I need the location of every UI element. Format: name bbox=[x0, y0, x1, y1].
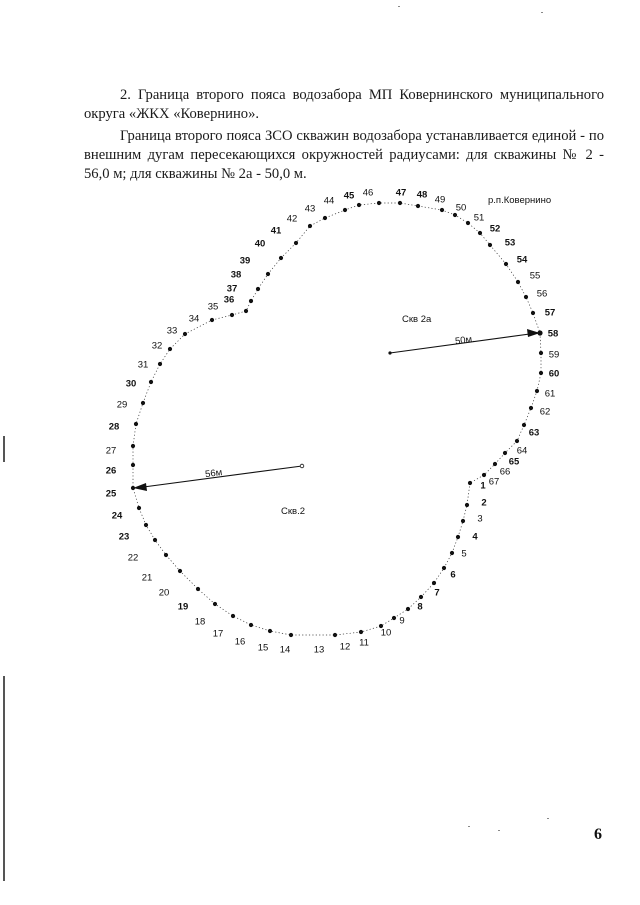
boundary-point-6 bbox=[442, 566, 446, 570]
point-label-1: 1 bbox=[480, 480, 486, 492]
point-label-64: 64 bbox=[516, 445, 528, 457]
point-label-58: 58 bbox=[547, 328, 559, 340]
scan-speck bbox=[498, 830, 500, 831]
boundary-point-52 bbox=[478, 231, 482, 235]
boundary-point-23 bbox=[144, 523, 148, 527]
point-label-55: 55 bbox=[529, 270, 541, 282]
boundary-point-44 bbox=[343, 208, 347, 212]
point-label-61: 61 bbox=[544, 388, 556, 400]
boundary-point-30 bbox=[149, 380, 153, 384]
point-label-32: 32 bbox=[151, 340, 163, 352]
point-label-12: 12 bbox=[339, 641, 351, 653]
point-label-14: 14 bbox=[279, 644, 291, 656]
boundary-point-51 bbox=[466, 221, 470, 225]
point-label-39: 39 bbox=[239, 255, 251, 267]
boundary-point-56 bbox=[524, 295, 528, 299]
boundary-point-7 bbox=[432, 581, 436, 585]
point-label-65: 65 bbox=[508, 456, 520, 468]
point-label-20: 20 bbox=[158, 587, 170, 599]
boundary-point-10 bbox=[392, 616, 396, 620]
settlement-label: р.п.Ковернино bbox=[488, 195, 552, 206]
point-label-6: 6 bbox=[450, 569, 456, 581]
boundary-point-22 bbox=[153, 538, 157, 542]
boundary-point-47 bbox=[398, 201, 402, 205]
boundary-point-60 bbox=[539, 371, 543, 375]
point-label-15: 15 bbox=[257, 642, 269, 654]
point-label-16: 16 bbox=[234, 636, 246, 648]
radius-arrowhead-well-2 bbox=[133, 483, 147, 491]
point-label-41: 41 bbox=[270, 225, 282, 237]
point-label-54: 54 bbox=[516, 254, 528, 266]
boundary-point-8 bbox=[419, 595, 423, 599]
point-label-13: 13 bbox=[313, 644, 325, 656]
point-label-49: 49 bbox=[434, 194, 446, 206]
boundary-point-40 bbox=[279, 256, 283, 260]
boundary-point-62 bbox=[529, 406, 533, 410]
point-label-19: 19 bbox=[177, 601, 189, 613]
boundary-point-26 bbox=[131, 463, 135, 467]
point-label-23: 23 bbox=[118, 531, 130, 543]
boundary-point-55 bbox=[516, 280, 520, 284]
boundary-point-31 bbox=[158, 362, 162, 366]
point-label-60: 60 bbox=[548, 368, 560, 380]
margin-mark-upper bbox=[3, 436, 5, 462]
point-label-5: 5 bbox=[461, 548, 467, 560]
radius-2a-label: 50м. bbox=[454, 333, 476, 348]
point-label-66: 66 bbox=[499, 466, 511, 478]
boundary-point-65 bbox=[503, 451, 507, 455]
boundary-point-18 bbox=[213, 602, 217, 606]
point-label-57: 57 bbox=[544, 307, 556, 319]
boundary-point-16 bbox=[249, 623, 253, 627]
boundary-point-64 bbox=[515, 439, 519, 443]
point-label-8: 8 bbox=[417, 601, 423, 613]
point-label-51: 51 bbox=[473, 212, 485, 224]
point-label-50: 50 bbox=[455, 202, 467, 214]
point-label-3: 3 bbox=[477, 513, 483, 525]
boundary-point-35 bbox=[230, 313, 234, 317]
point-label-35: 35 bbox=[207, 301, 219, 313]
boundary-point-57 bbox=[531, 311, 535, 315]
boundary-point-48 bbox=[416, 204, 420, 208]
boundary-point-66 bbox=[493, 462, 497, 466]
point-label-28: 28 bbox=[108, 421, 120, 433]
point-label-59: 59 bbox=[548, 349, 560, 361]
point-label-17: 17 bbox=[212, 628, 224, 640]
boundary-point-53 bbox=[488, 243, 492, 247]
boundary-point-13 bbox=[333, 633, 337, 637]
boundary-point-36 bbox=[244, 309, 248, 313]
page-number: 6 bbox=[594, 826, 602, 843]
point-label-18: 18 bbox=[194, 616, 206, 628]
boundary-outline bbox=[133, 203, 541, 635]
point-label-27: 27 bbox=[105, 445, 117, 457]
point-label-25: 25 bbox=[105, 488, 117, 500]
point-label-62: 62 bbox=[539, 406, 551, 418]
boundary-point-45 bbox=[357, 203, 361, 207]
boundary-point-20 bbox=[178, 569, 182, 573]
boundary-point-19 bbox=[196, 587, 200, 591]
boundary-point-42 bbox=[308, 224, 312, 228]
point-label-63: 63 bbox=[528, 427, 540, 439]
boundary-point-63 bbox=[522, 423, 526, 427]
point-label-31: 31 bbox=[137, 359, 149, 371]
point-label-33: 33 bbox=[166, 325, 178, 337]
point-label-7: 7 bbox=[434, 587, 440, 599]
boundary-point-28 bbox=[134, 422, 138, 426]
boundary-point-17 bbox=[231, 614, 235, 618]
point-label-43: 43 bbox=[304, 203, 316, 215]
boundary-point-32 bbox=[168, 347, 172, 351]
point-label-38: 38 bbox=[230, 269, 242, 281]
scan-speck bbox=[468, 826, 470, 827]
boundary-point-58 bbox=[537, 330, 542, 335]
point-label-26: 26 bbox=[105, 465, 117, 477]
point-label-53: 53 bbox=[504, 237, 516, 249]
boundary-point-2 bbox=[465, 503, 469, 507]
boundary-point-33 bbox=[183, 332, 187, 336]
boundary-point-25 bbox=[131, 486, 135, 490]
boundary-point-67 bbox=[482, 473, 486, 477]
boundary-point-59 bbox=[539, 351, 543, 355]
boundary-point-1 bbox=[468, 481, 472, 485]
point-label-22: 22 bbox=[127, 552, 139, 564]
boundary-point-15 bbox=[268, 629, 272, 633]
radius-2-label: 56м bbox=[204, 467, 223, 481]
boundary-point-61 bbox=[535, 389, 539, 393]
paragraph-boundary-description-text: Граница второго пояса ЗСО скважин водозабора устанавливается единой - по внешним дугам пересекающихся окружностей радиусами: для скважины № 2 - 56,0 м; для скважины № 2а - 50,0 м. bbox=[84, 128, 604, 182]
boundary-points bbox=[131, 201, 543, 637]
boundary-line bbox=[133, 203, 541, 635]
scan-speck bbox=[398, 6, 400, 7]
boundary-point-41 bbox=[294, 241, 298, 245]
point-label-11: 11 bbox=[359, 637, 369, 649]
boundary-point-4 bbox=[456, 535, 460, 539]
paragraph-boundary-heading-text: 2. Граница второго пояса водозабора МП Ковернинского муниципального округа «ЖКХ «Ковернино». bbox=[84, 87, 604, 122]
boundary-point-14 bbox=[289, 633, 293, 637]
point-label-24: 24 bbox=[111, 510, 123, 522]
scheme-labels bbox=[106, 188, 560, 656]
point-label-9: 9 bbox=[399, 615, 405, 627]
boundary-point-50 bbox=[453, 213, 457, 217]
point-label-42: 42 bbox=[286, 213, 298, 225]
well-2a-label: Скв 2а bbox=[402, 314, 432, 325]
scan-speck bbox=[547, 818, 549, 819]
boundary-point-9 bbox=[406, 607, 410, 611]
boundary-point-3 bbox=[461, 519, 465, 523]
well-2a-center bbox=[388, 351, 391, 354]
boundary-point-39 bbox=[266, 272, 270, 276]
boundary-point-37 bbox=[249, 299, 253, 303]
boundary-point-43 bbox=[323, 216, 327, 220]
point-label-67: 67 bbox=[488, 476, 500, 488]
point-label-52: 52 bbox=[489, 223, 501, 235]
boundary-point-21 bbox=[164, 553, 168, 557]
point-label-47: 47 bbox=[395, 187, 407, 199]
point-label-45: 45 bbox=[343, 190, 355, 202]
well-2-label: Скв.2 bbox=[281, 506, 305, 517]
point-label-4: 4 bbox=[472, 531, 478, 543]
boundary-point-29 bbox=[141, 401, 145, 405]
point-label-30: 30 bbox=[125, 378, 137, 390]
point-label-56: 56 bbox=[536, 288, 548, 300]
point-label-21: 21 bbox=[141, 572, 153, 584]
point-label-40: 40 bbox=[254, 238, 266, 250]
boundary-point-27 bbox=[131, 444, 135, 448]
point-label-46: 46 bbox=[362, 187, 374, 199]
point-label-34: 34 bbox=[188, 313, 200, 325]
point-label-29: 29 bbox=[116, 399, 128, 411]
point-label-48: 48 bbox=[416, 189, 428, 201]
point-label-10: 10 bbox=[380, 627, 392, 639]
well-2-center bbox=[300, 464, 304, 468]
boundary-point-54 bbox=[504, 262, 508, 266]
boundary-point-12 bbox=[359, 630, 363, 634]
boundary-point-49 bbox=[440, 208, 444, 212]
radius-lines bbox=[133, 329, 540, 491]
boundary-point-34 bbox=[210, 318, 214, 322]
point-label-44: 44 bbox=[323, 195, 335, 207]
boundary-point-46 bbox=[377, 201, 381, 205]
boundary-point-24 bbox=[137, 506, 141, 510]
point-label-36: 36 bbox=[223, 294, 235, 306]
scan-speck bbox=[541, 12, 543, 13]
point-label-37: 37 bbox=[226, 283, 238, 295]
margin-mark-lower bbox=[3, 676, 5, 881]
point-label-2: 2 bbox=[481, 497, 487, 509]
boundary-point-38 bbox=[256, 287, 260, 291]
boundary-point-5 bbox=[450, 551, 454, 555]
